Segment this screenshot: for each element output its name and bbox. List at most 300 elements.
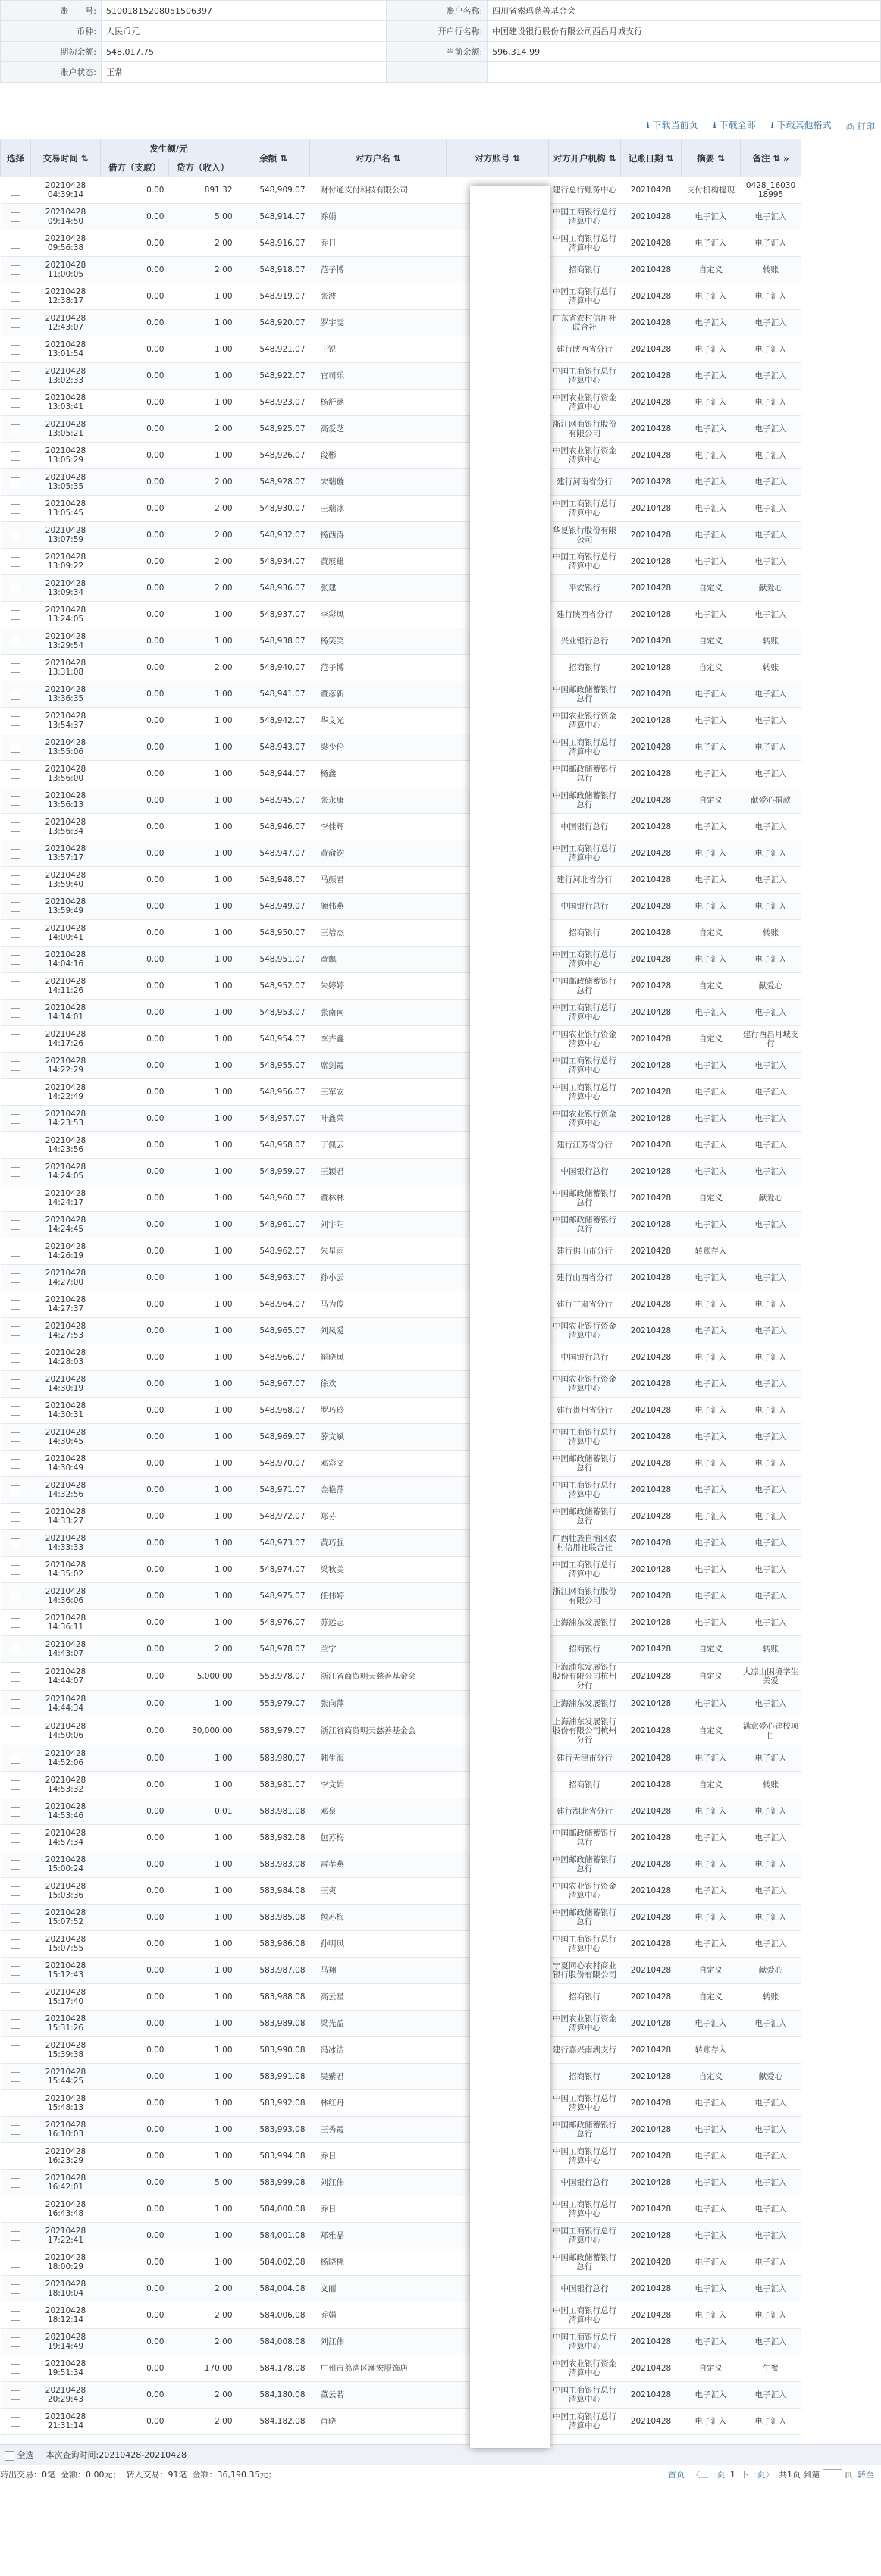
row-checkbox[interactable] [11, 769, 20, 779]
table-row[interactable] [1, 1851, 881, 1878]
table-row[interactable] [1, 840, 881, 867]
table-row[interactable] [1, 2223, 881, 2249]
row-checkbox[interactable] [11, 902, 20, 912]
cell-debit: 0.00 [101, 1079, 169, 1106]
cell-select [1, 336, 31, 363]
txn-time: 12:38:17 [47, 296, 84, 305]
table-row[interactable] [1, 1798, 881, 1825]
table-row[interactable] [1, 1984, 881, 2011]
row-checkbox[interactable] [11, 1406, 20, 1416]
cell-debit: 0.00 [101, 257, 169, 283]
col-posting-date[interactable] [621, 139, 682, 177]
cell-debit: 0.00 [101, 390, 169, 416]
row-checkbox[interactable] [11, 531, 20, 540]
table-row[interactable] [1, 2170, 881, 2196]
table-row[interactable] [1, 1185, 881, 1212]
table-row[interactable] [1, 681, 881, 708]
cell-credit: 1.00 [169, 602, 237, 628]
cell-posting-date: 20210428 [621, 761, 682, 787]
table-row[interactable] [1, 363, 881, 390]
table-row[interactable] [1, 1825, 881, 1851]
download-all-button[interactable]: ⭳ 下载全部 [713, 119, 756, 130]
cell-debit: 0.00 [101, 1398, 169, 1424]
cell-select [1, 2249, 31, 2276]
row-checkbox[interactable] [11, 1645, 20, 1654]
table-row[interactable] [1, 2355, 881, 2382]
table-row[interactable] [1, 1159, 881, 1185]
cell-posting-date: 20210428 [621, 1610, 682, 1636]
table-row[interactable] [1, 2143, 881, 2170]
cell-select [1, 2382, 31, 2409]
cell-balance: 583,990.08 [237, 2037, 310, 2064]
cell-time [31, 1984, 101, 2011]
cell-debit: 0.00 [101, 575, 169, 602]
row-checkbox[interactable] [11, 1966, 20, 1976]
row-checkbox[interactable] [11, 292, 20, 302]
table-row[interactable] [1, 1318, 881, 1344]
table-row[interactable] [1, 894, 881, 920]
table-row[interactable] [1, 1477, 881, 1504]
cell-credit: 1.00 [169, 443, 237, 469]
next-page-link[interactable]: 下一页〉 [740, 2469, 774, 2480]
table-row[interactable] [1, 1905, 881, 1931]
cell-select [1, 310, 31, 336]
col-time[interactable] [31, 139, 101, 177]
cell-posting-date: 20210428 [621, 522, 682, 549]
row-checkbox[interactable] [11, 849, 20, 859]
row-checkbox[interactable] [11, 451, 20, 461]
cell-counterparty-name: 浙江省商贸明天慈善基金会 [310, 1663, 447, 1691]
table-row[interactable] [1, 257, 881, 283]
cell-select [1, 1530, 31, 1557]
table-row[interactable] [1, 867, 881, 894]
table-row[interactable] [1, 2064, 881, 2090]
cell-credit: 1.00 [169, 1851, 237, 1878]
table-row[interactable] [1, 549, 881, 575]
row-checkbox[interactable] [11, 1833, 20, 1843]
row-checkbox[interactable] [11, 743, 20, 753]
row-checkbox[interactable] [11, 239, 20, 249]
txn-date: 20210428 [45, 2014, 86, 2024]
row-checkbox[interactable] [11, 557, 20, 567]
table-row[interactable] [1, 602, 881, 628]
table-row[interactable] [1, 2117, 881, 2143]
table-row[interactable] [1, 2196, 881, 2223]
cell-time [31, 416, 101, 443]
cell-note: 电子汇入 [741, 1212, 801, 1238]
row-checkbox[interactable] [11, 504, 20, 514]
select-all-control[interactable] [5, 2449, 34, 2461]
cell-balance: 548,960.07 [237, 1185, 310, 1212]
txn-date: 20210428 [45, 473, 86, 482]
col-balance[interactable] [237, 139, 310, 177]
txn-time: 13:55:06 [47, 747, 84, 756]
row-checkbox[interactable] [11, 2045, 20, 2055]
row-checkbox[interactable] [11, 1326, 20, 1336]
jump-to-label: 到第 [803, 2469, 820, 2480]
txn-time: 14:23:53 [47, 1119, 84, 1128]
cell-summary: 电子汇入 [682, 1878, 741, 1905]
table-row[interactable] [1, 1451, 881, 1477]
txn-time: 13:02:33 [47, 376, 84, 385]
footer-bar [0, 2444, 881, 2465]
row-checkbox[interactable] [11, 1672, 20, 1682]
cell-debit: 0.00 [101, 549, 169, 575]
cell-summary: 自定义 [682, 1958, 741, 1984]
cell-balance: 548,975.07 [237, 1583, 310, 1610]
table-row[interactable] [1, 1636, 881, 1663]
table-row[interactable] [1, 2276, 881, 2302]
table-row[interactable] [1, 1398, 881, 1424]
row-checkbox[interactable] [11, 1754, 20, 1764]
row-checkbox[interactable] [11, 690, 20, 700]
row-checkbox[interactable] [11, 2019, 20, 2029]
txn-time: 04:39:14 [47, 190, 84, 199]
cell-select [1, 2355, 31, 2382]
row-checkbox[interactable] [11, 477, 20, 487]
row-checkbox[interactable] [11, 822, 20, 832]
table-row[interactable] [1, 469, 881, 496]
cell-posting-date: 20210428 [621, 496, 682, 522]
row-checkbox[interactable] [11, 955, 20, 965]
cell-time [31, 1557, 101, 1583]
cell-balance: 548,953.07 [237, 1000, 310, 1026]
table-row[interactable] [1, 2037, 881, 2064]
table-row[interactable] [1, 787, 881, 814]
txn-date: 20210428 [45, 420, 86, 429]
cell-time [31, 1238, 101, 1265]
row-checkbox[interactable] [11, 1939, 20, 1949]
row-checkbox[interactable] [11, 1353, 20, 1363]
cell-counterparty-bank: 中国农业银行资金清算中心 [549, 2011, 621, 2037]
row-checkbox[interactable] [11, 2417, 20, 2427]
table-row[interactable] [1, 1000, 881, 1026]
go-button[interactable]: 转至 [857, 2469, 874, 2480]
row-checkbox[interactable] [11, 2337, 20, 2347]
table-row[interactable] [1, 283, 881, 310]
txn-date: 20210428 [45, 1667, 86, 1676]
cell-debit: 0.00 [101, 283, 169, 310]
row-checkbox[interactable] [11, 1114, 20, 1124]
cell-time [31, 973, 101, 1000]
row-checkbox[interactable] [11, 1008, 20, 1018]
row-checkbox[interactable] [11, 2258, 20, 2268]
table-row[interactable] [1, 204, 881, 230]
cell-counterparty-name: 华文光 [310, 708, 447, 734]
row-checkbox[interactable] [11, 981, 20, 991]
table-row[interactable] [1, 1344, 881, 1371]
row-checkbox[interactable] [11, 318, 20, 328]
cell-summary: 电子汇入 [682, 840, 741, 867]
row-checkbox[interactable] [11, 1780, 20, 1790]
table-row[interactable] [1, 1557, 881, 1583]
download-page-button[interactable]: ⭳ 下载当前页 [646, 119, 698, 130]
row-checkbox[interactable] [11, 424, 20, 434]
row-checkbox[interactable] [11, 1141, 20, 1150]
cell-posting-date: 20210428 [621, 1958, 682, 1984]
cell-counterparty-name: 乔日 [310, 230, 447, 257]
row-checkbox[interactable] [11, 1061, 20, 1071]
cell-counterparty-name: 杨笑笑 [310, 628, 447, 655]
txn-time: 19:51:34 [47, 2368, 84, 2377]
table-row[interactable] [1, 2302, 881, 2329]
table-row[interactable] [1, 1265, 881, 1291]
row-checkbox[interactable] [11, 1034, 20, 1044]
row-checkbox[interactable] [11, 1485, 20, 1495]
row-checkbox[interactable] [11, 1860, 20, 1870]
cell-time [31, 1530, 101, 1557]
row-checkbox[interactable] [11, 1220, 20, 1230]
cell-credit: 1.00 [169, 761, 237, 787]
row-checkbox[interactable] [11, 928, 20, 938]
cell-balance: 583,987.08 [237, 1958, 310, 1984]
cell-balance: 548,974.07 [237, 1557, 310, 1583]
table-row[interactable] [1, 575, 881, 602]
cell-credit: 1.00 [169, 1745, 237, 1772]
row-checkbox[interactable] [11, 186, 20, 196]
row-checkbox[interactable] [11, 1913, 20, 1923]
cell-counterparty-name: 官司乐 [310, 363, 447, 390]
row-checkbox[interactable] [11, 1459, 20, 1469]
col-counterparty-bank[interactable] [549, 139, 621, 177]
table-row[interactable] [1, 2090, 881, 2117]
prev-page-link[interactable]: 〈上一页 [691, 2469, 726, 2480]
table-row[interactable] [1, 522, 881, 549]
table-row[interactable] [1, 1717, 881, 1745]
select-all-checkbox[interactable] [5, 2451, 14, 2461]
cell-debit: 0.00 [101, 1291, 169, 1318]
col-cp-acct-label: 对方账号 [475, 152, 510, 164]
row-checkbox[interactable] [11, 1565, 20, 1575]
row-checkbox[interactable] [11, 2311, 20, 2321]
table-row[interactable] [1, 2011, 881, 2037]
first-page-link[interactable]: 首页 [668, 2469, 685, 2480]
print-button[interactable] [847, 120, 875, 133]
table-row[interactable] [1, 1238, 881, 1265]
cell-counterparty-bank: 中国银行总行 [549, 894, 621, 920]
row-checkbox[interactable] [11, 1088, 20, 1097]
table-row[interactable] [1, 230, 881, 257]
table-row[interactable] [1, 1878, 881, 1905]
table-row[interactable] [1, 416, 881, 443]
row-checkbox[interactable] [11, 1194, 20, 1203]
cell-counterparty-bank: 中国农业银行资金清算中心 [549, 443, 621, 469]
scroll-right-icon[interactable]: » [783, 152, 789, 164]
cell-time [31, 1000, 101, 1026]
table-row[interactable] [1, 734, 881, 761]
table-row[interactable] [1, 1583, 881, 1610]
cell-time [31, 681, 101, 708]
row-checkbox[interactable] [11, 2072, 20, 2082]
cell-counterparty-name: 朱婷婷 [310, 973, 447, 1000]
row-checkbox[interactable] [11, 345, 20, 355]
row-checkbox[interactable] [11, 2178, 20, 2188]
txn-date: 20210428 [45, 897, 86, 906]
cell-credit: 1.00 [169, 1106, 237, 1132]
cell-credit: 1.00 [169, 283, 237, 310]
cell-summary: 电子汇入 [682, 469, 741, 496]
cell-time [31, 1745, 101, 1772]
table-row[interactable] [1, 1958, 881, 1984]
row-checkbox[interactable] [11, 1432, 20, 1442]
table-row[interactable] [1, 1610, 881, 1636]
row-checkbox[interactable] [11, 265, 20, 275]
table-row[interactable] [1, 2249, 881, 2276]
row-checkbox[interactable] [11, 1699, 20, 1709]
cell-counterparty-bank: 中国工商银行总行清算中心 [549, 2223, 621, 2249]
cell-counterparty-bank: 中国邮政储蓄银行总行 [549, 787, 621, 814]
cell-balance: 548,956.07 [237, 1079, 310, 1106]
row-checkbox[interactable] [11, 610, 20, 620]
table-row[interactable] [1, 1504, 881, 1530]
row-checkbox[interactable] [11, 796, 20, 806]
row-checkbox[interactable] [11, 1247, 20, 1257]
table-row[interactable] [1, 310, 881, 336]
cell-counterparty-bank: 中国农业银行资金清算中心 [549, 1878, 621, 1905]
opening-balance: 548,017.75 [102, 42, 387, 62]
cell-summary: 自定义 [682, 575, 741, 602]
txn-time: 15:39:38 [47, 2050, 84, 2059]
row-checkbox[interactable] [11, 371, 20, 381]
table-row[interactable] [1, 1691, 881, 1717]
row-checkbox[interactable] [11, 2390, 20, 2400]
cell-note: 电子汇入 [741, 230, 801, 257]
col-summary[interactable] [682, 139, 741, 177]
row-checkbox[interactable] [11, 1300, 20, 1310]
cell-credit: 1.00 [169, 1583, 237, 1610]
table-row[interactable] [1, 1745, 881, 1772]
cell-time [31, 257, 101, 283]
row-checkbox[interactable] [11, 1273, 20, 1283]
cell-time [31, 1636, 101, 1663]
row-checkbox[interactable] [11, 2364, 20, 2374]
cell-counterparty-bank: 中国农业银行资金清算中心 [549, 1371, 621, 1398]
table-row[interactable] [1, 2409, 881, 2435]
table-row[interactable] [1, 1212, 881, 1238]
col-counterparty-account[interactable] [447, 139, 549, 177]
cell-counterparty-bank: 中国工商银行总行清算中心 [549, 1931, 621, 1958]
row-checkbox[interactable] [11, 584, 20, 593]
cell-time [31, 1451, 101, 1477]
row-checkbox[interactable] [11, 212, 20, 222]
txn-time: 13:03:41 [47, 402, 84, 412]
row-checkbox[interactable] [11, 398, 20, 408]
cell-counterparty-bank: 招商银行 [549, 655, 621, 681]
cell-summary: 电子汇入 [682, 1212, 741, 1238]
row-checkbox[interactable] [11, 2099, 20, 2108]
table-row[interactable] [1, 628, 881, 655]
table-row[interactable] [1, 1291, 881, 1318]
cell-debit: 0.00 [101, 2011, 169, 2037]
table-row[interactable] [1, 336, 881, 363]
txn-time: 14:27:00 [47, 1278, 84, 1287]
row-checkbox[interactable] [11, 1886, 20, 1896]
table-row[interactable] [1, 1424, 881, 1451]
table-row[interactable] [1, 655, 881, 681]
row-checkbox[interactable] [11, 2284, 20, 2294]
table-row[interactable] [1, 1663, 881, 1691]
cell-summary: 电子汇入 [682, 1265, 741, 1291]
txn-time: 13:36:35 [47, 694, 84, 703]
row-checkbox[interactable] [11, 2152, 20, 2161]
row-checkbox[interactable] [11, 1726, 20, 1736]
table-row[interactable] [1, 443, 881, 469]
col-counterparty-name[interactable] [310, 139, 447, 177]
row-checkbox[interactable] [11, 1807, 20, 1817]
row-checkbox[interactable] [11, 716, 20, 726]
row-checkbox[interactable] [11, 2125, 20, 2135]
cell-select [1, 1663, 31, 1691]
table-row[interactable] [1, 814, 881, 840]
row-checkbox[interactable] [11, 637, 20, 646]
cell-credit: 1.00 [169, 1530, 237, 1557]
cell-counterparty-name: 冯冰洁 [310, 2037, 447, 2064]
cell-posting-date: 20210428 [621, 1371, 682, 1398]
col-note[interactable] [741, 139, 801, 177]
table-row[interactable] [1, 1106, 881, 1132]
txn-time: 13:05:21 [47, 429, 84, 438]
table-row[interactable] [1, 1931, 881, 1958]
download-other-format-button[interactable]: ⭳ 下载其他格式 [770, 119, 832, 130]
row-checkbox[interactable] [11, 875, 20, 885]
table-row[interactable] [1, 177, 881, 204]
table-row[interactable] [1, 1132, 881, 1159]
cell-posting-date: 20210428 [621, 2223, 682, 2249]
txn-time: 14:11:26 [47, 986, 84, 995]
table-row[interactable] [1, 761, 881, 787]
table-row[interactable] [1, 1026, 881, 1053]
row-checkbox[interactable] [11, 1618, 20, 1628]
row-checkbox[interactable] [11, 1992, 20, 2002]
table-row[interactable] [1, 947, 881, 973]
table-row[interactable] [1, 1530, 881, 1557]
table-row[interactable] [1, 920, 881, 947]
cell-balance: 548,959.07 [237, 1159, 310, 1185]
cell-select [1, 1424, 31, 1451]
cell-posting-date: 20210428 [621, 2143, 682, 2170]
row-checkbox[interactable] [11, 2231, 20, 2241]
row-checkbox[interactable] [11, 663, 20, 673]
table-row[interactable] [1, 708, 881, 734]
cell-balance: 584,004.08 [237, 2276, 310, 2302]
table-row[interactable] [1, 1371, 881, 1398]
table-row[interactable] [1, 496, 881, 522]
table-row[interactable] [1, 973, 881, 1000]
row-checkbox[interactable] [11, 1167, 20, 1177]
table-row[interactable] [1, 2382, 881, 2409]
cell-counterparty-name: 叶鑫荣 [310, 1106, 447, 1132]
col-date-label: 记账日期 [628, 152, 663, 164]
page-number-input[interactable] [823, 2469, 842, 2481]
table-row[interactable] [1, 2329, 881, 2355]
row-checkbox[interactable] [11, 1592, 20, 1601]
cell-summary: 支付机构提现 [682, 177, 741, 204]
row-checkbox[interactable] [11, 2205, 20, 2214]
cell-balance: 548,972.07 [237, 1504, 310, 1530]
cell-balance: 548,955.07 [237, 1053, 310, 1079]
table-row[interactable] [1, 1053, 881, 1079]
row-checkbox[interactable] [11, 1379, 20, 1389]
row-checkbox[interactable] [11, 1538, 20, 1548]
table-row[interactable] [1, 1079, 881, 1106]
cell-posting-date: 20210428 [621, 602, 682, 628]
cell-select [1, 1610, 31, 1636]
sort-icon: ⇅ [393, 152, 401, 164]
row-checkbox[interactable] [11, 1512, 20, 1522]
table-row[interactable] [1, 390, 881, 416]
table-row[interactable] [1, 1772, 881, 1798]
txn-time: 14:44:34 [47, 1704, 84, 1713]
